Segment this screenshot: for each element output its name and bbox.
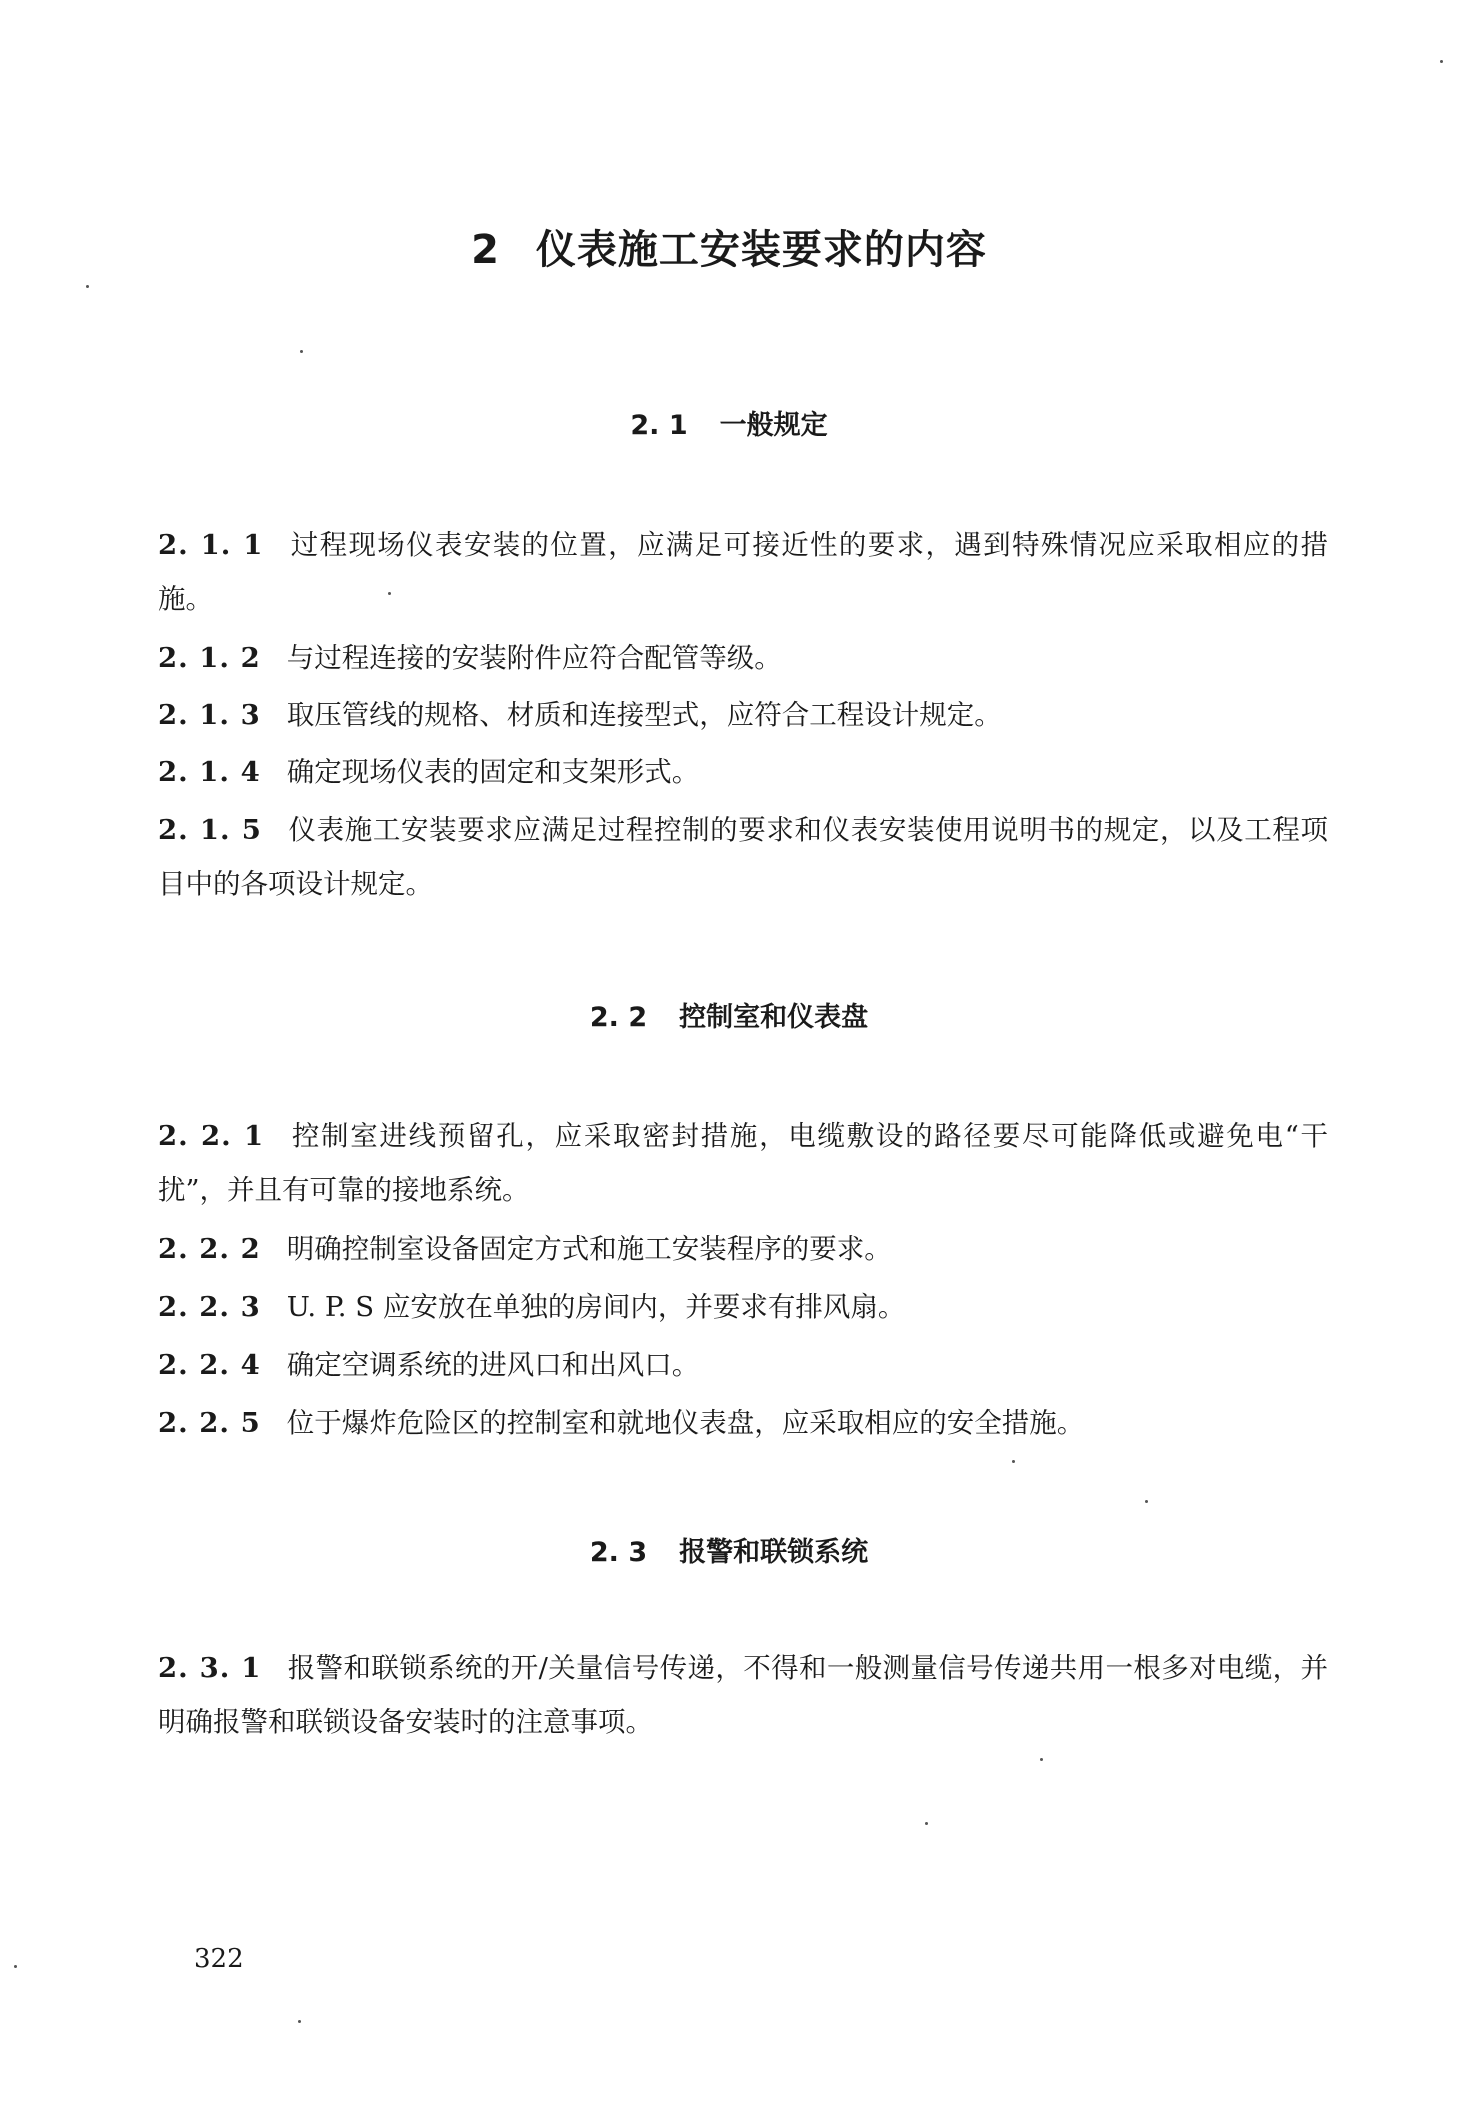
section-title-2-3: [0, 1530, 1458, 1569]
clause-number: 2. 2. 5: [158, 1407, 261, 1439]
scan-speck: [1145, 1500, 1148, 1503]
clause-text: 过程现场仪表安装的位置，应满足可接近性的要求，遇到特殊情况应采取相应的措施。: [158, 529, 1328, 615]
scan-speck: [14, 1965, 17, 1968]
scan-speck: [925, 1822, 928, 1825]
section-title-text: 控制室和仪表盘: [679, 1002, 869, 1033]
clause-number: 2. 1. 1: [158, 529, 264, 561]
clause-2-2-5: [158, 1396, 1328, 1450]
clause-2-1-2: [158, 631, 1328, 685]
clause-number: 2. 1. 3: [158, 699, 261, 731]
clause-text: 取压管线的规格、材质和连接型式，应符合工程设计规定。: [286, 699, 1002, 731]
clause-2-2-2: [158, 1222, 1328, 1276]
scan-speck: [298, 2020, 301, 2023]
clause-number: 2. 3. 1: [158, 1652, 262, 1684]
clause-text: 与过程连接的安装附件应符合配管等级。: [286, 642, 782, 674]
clause-2-2-4: [158, 1338, 1328, 1392]
clause-number: 2. 1. 5: [158, 814, 262, 846]
clause-2-1-4: [158, 745, 1328, 799]
page-number: 322: [194, 1944, 244, 1974]
clause-2-1-5: [158, 803, 1328, 911]
clause-2-2-1: [158, 1109, 1328, 1217]
clause-text: 位于爆炸危险区的控制室和就地仪表盘，应采取相应的安全措施。: [286, 1407, 1085, 1439]
section-number: 2. 2: [589, 1002, 648, 1033]
section-title-text: 一般规定: [719, 410, 828, 441]
chapter-title-text: 仪表施工安装要求的内容: [535, 227, 987, 273]
clause-number: 2. 1. 4: [158, 756, 261, 788]
clause-number: 2. 2. 1: [158, 1120, 265, 1152]
scan-speck: [1040, 1758, 1043, 1761]
clause-text: 确定现场仪表的固定和支架形式。: [286, 756, 700, 788]
scan-speck: [86, 285, 89, 288]
clause-text: 报警和联锁系统的开/关量信号传递，不得和一般测量信号传递共用一根多对电缆，并明确报警和联锁设备安装时的注意事项。: [158, 1652, 1329, 1738]
chapter-title: [0, 218, 1458, 275]
clause-2-3-1: [158, 1641, 1328, 1749]
clause-number: 2. 1. 2: [158, 642, 261, 674]
clause-2-1-3: [158, 688, 1328, 742]
clause-2-1-1: [158, 518, 1328, 626]
section-title-2-2: [0, 995, 1458, 1034]
chapter-number: 2: [471, 227, 500, 273]
clause-number: 2. 2. 3: [158, 1291, 261, 1323]
section-title-2-1: [0, 403, 1458, 442]
clause-text: 控制室进线预留孔，应采取密封措施，电缆敷设的路径要尽可能降低或避免电“干扰”，并且有可靠的接地系统。: [158, 1120, 1328, 1206]
scan-speck: [1440, 60, 1443, 63]
clause-2-2-3: [158, 1280, 1328, 1334]
scan-speck: [388, 592, 391, 595]
clause-text: U. P. S 应安放在单独的房间内，并要求有排风扇。: [286, 1291, 906, 1323]
clause-number: 2. 2. 4: [158, 1349, 261, 1381]
section-number: 2. 3: [589, 1537, 648, 1568]
clause-text: 明确控制室设备固定方式和施工安装程序的要求。: [286, 1233, 892, 1265]
clause-number: 2. 2. 2: [158, 1233, 261, 1265]
section-title-text: 报警和联锁系统: [679, 1537, 869, 1568]
scan-speck: [300, 350, 303, 353]
scan-speck: [1012, 1460, 1015, 1463]
clause-text: 确定空调系统的进风口和出风口。: [286, 1349, 700, 1381]
clause-text: 仪表施工安装要求应满足过程控制的要求和仪表安装使用说明书的规定，以及工程项目中的各项设计规定。: [158, 814, 1328, 900]
section-number: 2. 1: [630, 410, 688, 441]
